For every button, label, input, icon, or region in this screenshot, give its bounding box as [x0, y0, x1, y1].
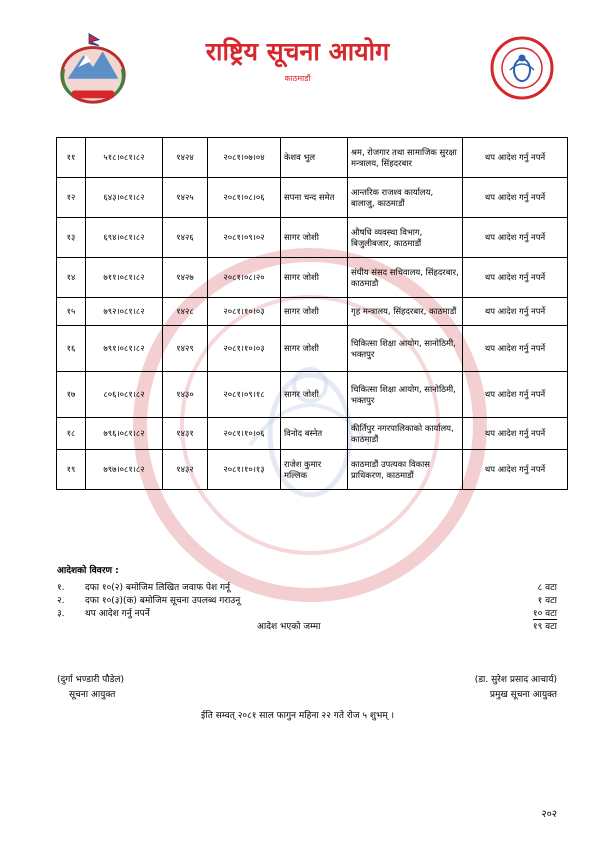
registration-number-cell: ६४३।०८१।८२ — [86, 178, 163, 218]
orders-table — [56, 137, 568, 490]
signature-right — [475, 673, 557, 704]
registration-number-cell: ७९७।०८१।८२ — [86, 450, 163, 490]
serial-number-cell: १५ — [57, 298, 86, 326]
summary-item — [57, 580, 557, 593]
applicant-name-cell: विनोद बस्नेत — [281, 418, 348, 450]
registration-number-cell: ७९६।०८१।८२ — [86, 418, 163, 450]
decision-date-cell: २०८१।०८।०६ — [208, 178, 281, 218]
summary-total-label: आदेश भएको जम्मा — [257, 622, 321, 632]
public-body-cell: चिकित्सा शिक्षा आयोग, सानोठिमी, भक्तपुर — [348, 372, 463, 418]
public-body-cell: चिकित्सा शिक्षा आयोग, सानोठिमी, भक्तपुर — [348, 326, 463, 372]
decision-number-cell: १४२८ — [163, 298, 208, 326]
serial-number-cell: १६ — [57, 326, 86, 372]
decision-number-cell: १४२५ — [163, 178, 208, 218]
applicant-name-cell: सागर जोशी — [281, 218, 348, 258]
registration-number-cell: ६९४।०८१।८२ — [86, 218, 163, 258]
order-cell: थप आदेश गर्नु नपर्ने — [463, 372, 568, 418]
summary-item-number: ३. — [57, 609, 65, 619]
summary-item-count: १ वटा — [537, 596, 557, 606]
table-row — [57, 138, 568, 178]
public-body-cell: गृह मन्त्रालय, सिंहदरबार, काठमाडौं — [348, 298, 463, 326]
table-row — [57, 258, 568, 298]
decision-number-cell: १४२७ — [163, 258, 208, 298]
signature-left — [57, 673, 124, 704]
decision-number-cell: १४२६ — [163, 218, 208, 258]
table-row — [57, 218, 568, 258]
order-cell: थप आदेश गर्नु नपर्ने — [463, 138, 568, 178]
registration-number-cell: ७९१।०८१।८२ — [86, 326, 163, 372]
applicant-name-cell: सपना चन्द समेत — [281, 178, 348, 218]
summary-item — [57, 593, 557, 606]
table-row — [57, 298, 568, 326]
table-row — [57, 418, 568, 450]
order-cell: थप आदेश गर्नु नपर्ने — [463, 218, 568, 258]
summary-item-text: दफा १०(३)(क) बमोजिम सूचना उपलब्ध गराउनू — [85, 596, 241, 606]
applicant-name-cell: केशव भुल — [281, 138, 348, 178]
summary-item-count: ८ वटा — [537, 583, 557, 593]
decision-date-cell: २०८१।०९।१८ — [208, 372, 281, 418]
commission-title: राष्ट्रिय सूचना आयोग — [205, 37, 390, 66]
order-cell: थप आदेश गर्नु नपर्ने — [463, 418, 568, 450]
order-cell: थप आदेश गर्नु नपर्ने — [463, 326, 568, 372]
decision-date-cell: २०८१।१०।०६ — [208, 418, 281, 450]
public-body-cell: काठमाडौं उपत्यका विकास प्राधिकरण, काठमाडौं — [348, 450, 463, 490]
registration-number-cell: ७११।०८१।८२ — [86, 258, 163, 298]
public-body-cell: कीर्तिपुर नगरपालिकाको कार्यालय, काठमाडौं — [348, 418, 463, 450]
applicant-name-cell: सागर जोशी — [281, 258, 348, 298]
decision-date-cell: २०८१।१०।१३ — [208, 450, 281, 490]
decision-number-cell: १४३० — [163, 372, 208, 418]
serial-number-cell: १४ — [57, 258, 86, 298]
order-cell: थप आदेश गर्नु नपर्ने — [463, 450, 568, 490]
decision-date-cell: २०८१।१०।०३ — [208, 326, 281, 372]
public-body-cell: श्रम, रोजगार तथा सामाजिक सुरक्षा मन्त्रालय, सिंहदरबार — [348, 138, 463, 178]
registration-number-cell: ८०६।०८१।८२ — [86, 372, 163, 418]
commission-location: काठमाडौं — [284, 74, 311, 83]
summary-item-text: थप आदेश गर्नु नपर्ने — [85, 609, 150, 619]
signatory-name: (डा. सुरेश प्रसाद आचार्य) — [474, 675, 557, 685]
decision-number-cell: १४२९ — [163, 326, 208, 372]
serial-number-cell: ११ — [57, 138, 86, 178]
serial-number-cell: १७ — [57, 372, 86, 418]
registration-number-cell: ५१८।०८१।८२ — [86, 138, 163, 178]
commission-seal-logo — [490, 36, 554, 100]
summary-item-number: २. — [57, 596, 65, 606]
page-number: २०२ — [541, 809, 557, 820]
table-row — [57, 326, 568, 372]
summary-item — [57, 606, 557, 619]
summary-item-count: १० वटा — [533, 606, 557, 620]
table-row — [57, 372, 568, 418]
order-cell: थप आदेश गर्नु नपर्ने — [463, 298, 568, 326]
decision-date-cell: २०८१।०७।०४ — [208, 138, 281, 178]
decision-date-cell: २०८१।०८।२० — [208, 258, 281, 298]
applicant-name-cell: सागर जोशी — [281, 298, 348, 326]
table-row — [57, 178, 568, 218]
serial-number-cell: १३ — [57, 218, 86, 258]
summary-item-number: १. — [57, 583, 65, 593]
summary-heading: आदेशको विवरण : — [57, 566, 119, 576]
serial-number-cell: १८ — [57, 418, 86, 450]
applicant-name-cell: सागर जोशी — [281, 372, 348, 418]
order-summary — [57, 563, 557, 633]
table-row — [57, 450, 568, 490]
applicant-name-cell: सागर जोशी — [281, 326, 348, 372]
serial-number-cell: १२ — [57, 178, 86, 218]
order-cell: थप आदेश गर्नु नपर्ने — [463, 178, 568, 218]
applicant-name-cell: राजेश कुमार मल्लिक — [281, 450, 348, 490]
decision-date-cell: २०८१।०९।०२ — [208, 218, 281, 258]
summary-item-text: दफा १०(२) बमोजिम लिखित जवाफ पेश गर्नू — [85, 583, 231, 593]
public-body-cell: आन्तरिक राजश्व कार्यालय, बालाजु, काठमाडौं — [348, 178, 463, 218]
decision-number-cell: १४२४ — [163, 138, 208, 178]
summary-total-count: १९ वटा — [532, 622, 557, 632]
serial-number-cell: १९ — [57, 450, 86, 490]
public-body-cell: संघीय संसद सचिवालय, सिंहदरबार, काठमाडौ — [348, 258, 463, 298]
signatory-title: सूचना आयुक्त — [69, 690, 116, 701]
decision-number-cell: १४३१ — [163, 418, 208, 450]
registration-number-cell: ७९२।०८१।८२ — [86, 298, 163, 326]
signatory-title: प्रमुख सूचना आयुक्त — [489, 690, 557, 701]
order-cell: थप आदेश गर्नु नपर्ने — [463, 258, 568, 298]
summary-total — [57, 619, 557, 633]
date-line: ईति सम्वत् २०८१ साल फागुन महिना २२ गते रोज ५ शुभम् । — [200, 711, 395, 721]
signatory-name: (दुर्गा भण्डारी पौडेल) — [57, 675, 125, 685]
public-body-cell: औषधि व्यवस्था विभाग, बिजुलीबजार, काठमाडौं — [348, 218, 463, 258]
decision-date-cell: २०८१।१०।०३ — [208, 298, 281, 326]
decision-number-cell: १४३२ — [163, 450, 208, 490]
